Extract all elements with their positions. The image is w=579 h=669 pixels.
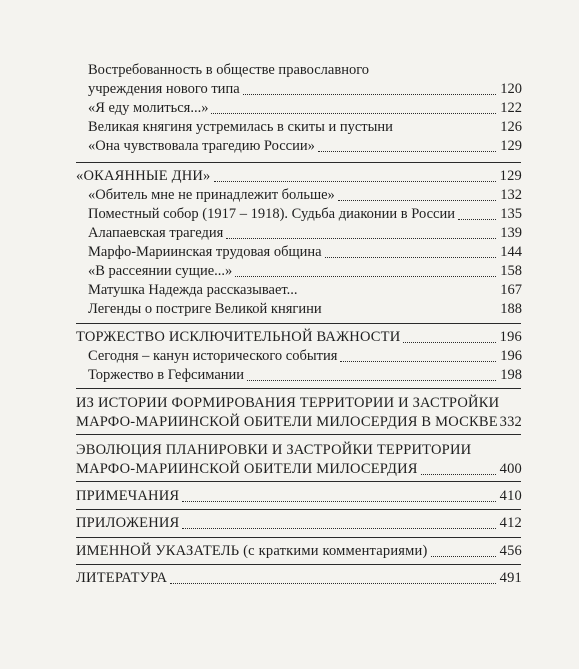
- toc-entry-page: 400: [499, 461, 522, 477]
- toc-entry-page: 129: [499, 168, 522, 184]
- toc-section-title: МАРФО-МАРИИНСКОЙ ОБИТЕЛИ МИЛОСЕРДИЯ: [76, 461, 418, 477]
- toc-entry-page: 196: [500, 348, 522, 364]
- toc-entry: [0, 98, 579, 118]
- dot-leader: [214, 161, 496, 182]
- toc-entry-page: 122: [500, 100, 522, 116]
- toc-section: [0, 412, 579, 432]
- dot-leader: [325, 237, 496, 258]
- section-divider: [76, 388, 521, 389]
- toc-section-title: МАРФО-МАРИИНСКОЙ ОБИТЕЛИ МИЛОСЕРДИЯ В МОСКВЕ: [76, 414, 498, 430]
- toc-entry-title: Поместный собор (1917 – 1918). Судьба диаконии в России: [88, 206, 455, 222]
- toc-entry-page: 491: [499, 570, 522, 586]
- toc-section: [0, 393, 579, 413]
- toc-entry: [0, 261, 579, 281]
- toc-section-title: ТОРЖЕСТВО ИСКЛЮЧИТЕЛЬНОЙ ВАЖНОСТИ: [76, 329, 401, 345]
- toc-entry-page: 139: [500, 225, 522, 241]
- toc-section: [0, 568, 579, 588]
- toc-section: [0, 459, 579, 479]
- toc-entry-page: 188: [500, 301, 522, 317]
- toc-entry: [0, 280, 579, 300]
- toc-entry-page: 410: [499, 488, 522, 504]
- toc-entry-title: Сегодня – канун исторического события: [88, 348, 338, 364]
- toc-section-title: ПРИЛОЖЕНИЯ: [76, 515, 180, 531]
- toc-entry-page: 158: [500, 263, 522, 279]
- toc-entry-title: Востребованность в обществе православного: [88, 62, 370, 78]
- dot-leader: [182, 481, 496, 502]
- dot-leader: [235, 256, 496, 277]
- dot-leader: [338, 180, 496, 201]
- dot-leader: [243, 74, 496, 95]
- toc-entry: [0, 136, 579, 156]
- dot-leader: [247, 360, 496, 381]
- dot-leader: [318, 131, 496, 152]
- toc-entry-title: Великая княгиня устремилась в скиты и пустыни: [88, 119, 393, 135]
- toc-section: [0, 486, 579, 506]
- toc-entry-page: 456: [499, 543, 522, 559]
- toc-entry-page: 167: [500, 282, 522, 298]
- dot-leader: [211, 93, 496, 114]
- dot-leader: [226, 218, 496, 239]
- toc-entry-page: 135: [500, 206, 522, 222]
- toc-section-title: ПРИМЕЧАНИЯ: [76, 488, 180, 504]
- toc-entry-title: Алапаевская трагедия: [88, 225, 224, 241]
- toc-entry-title: Легенды о постриге Великой княгини: [88, 301, 322, 317]
- toc-entry-page: 129: [500, 138, 522, 154]
- toc-section-title: ИМЕННОЙ УКАЗАТЕЛЬ (с краткими комментариями): [76, 543, 428, 559]
- toc-entry: [0, 299, 579, 319]
- toc-entry-title: «Я еду молиться...»: [88, 100, 209, 116]
- toc-section-title: ЛИТЕРАТУРА: [76, 570, 168, 586]
- toc-entry-page: 132: [500, 187, 522, 203]
- section-divider: [76, 434, 521, 435]
- toc-section-title: ЭВОЛЮЦИЯ ПЛАНИРОВКИ И ЗАСТРОЙКИ ТЕРРИТОРИИ: [76, 442, 472, 458]
- toc-entry-title: «В рассеянии сущие...»: [88, 263, 233, 279]
- toc-entry-page: 196: [499, 329, 522, 345]
- toc-entry-page: 332: [499, 414, 522, 430]
- dot-leader: [340, 341, 496, 362]
- dot-leader: [182, 508, 496, 529]
- dot-leader: [170, 563, 496, 584]
- toc-section-title: ИЗ ИСТОРИИ ФОРМИРОВАНИЯ ТЕРРИТОРИИ И ЗАСТРОЙКИ: [76, 395, 500, 411]
- toc-entry-title: «Обитель мне не принадлежит больше»: [88, 187, 335, 203]
- toc-section: [0, 541, 579, 561]
- toc-section: [0, 513, 579, 533]
- toc-entry-title: учреждения нового типа: [88, 81, 240, 97]
- toc-entry-page: 126: [500, 119, 522, 135]
- toc-entry-page: 144: [500, 244, 522, 260]
- toc-entry-page: 198: [500, 367, 522, 383]
- toc-entry: [0, 365, 579, 385]
- toc-entry-page: 412: [499, 515, 522, 531]
- toc-entry-title: Матушка Надежда рассказывает...: [88, 282, 298, 298]
- toc-entry-title: Марфо-Мариинская трудовая община: [88, 244, 322, 260]
- toc-entry-page: 120: [500, 81, 522, 97]
- toc-section-title: «ОКАЯННЫЕ ДНИ»: [76, 168, 211, 184]
- toc-entry-title: Торжество в Гефсимании: [88, 367, 245, 383]
- toc-entry-title: «Она чувствовала трагедию России»: [88, 138, 315, 154]
